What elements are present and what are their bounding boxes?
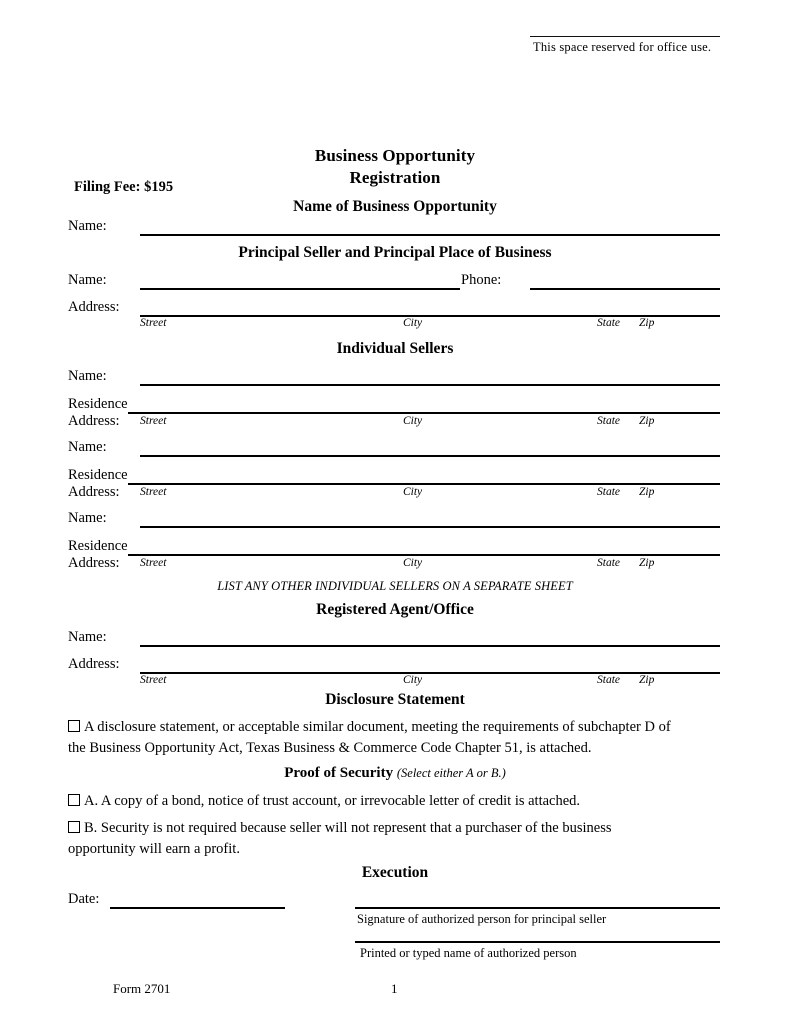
registered-agent-street-label: Street <box>140 674 167 686</box>
individual-seller-2-address-label: Address: <box>68 484 120 500</box>
proof-of-security-option-a-text: A. A copy of a bond, notice of trust account, or irrevocable letter of credit is attached. <box>84 793 581 809</box>
individual-seller-2-city-label: City <box>403 486 423 498</box>
registered-agent-name-label: Name: <box>68 629 107 645</box>
signature-caption: Signature of authorized person for principal seller <box>357 912 607 926</box>
section-heading-principal-seller: Principal Seller and Principal Place of Business <box>238 244 552 261</box>
form-title-line-1: Business Opportunity <box>314 146 476 165</box>
disclosure-statement-checkbox[interactable] <box>68 720 80 732</box>
principal-seller-phone-input[interactable] <box>530 288 720 290</box>
printed-name-input[interactable] <box>355 941 720 943</box>
proof-of-security-option-b-block <box>68 818 723 860</box>
individual-seller-3-name-label: Name: <box>68 510 107 526</box>
individual-seller-1-name-label: Name: <box>68 368 107 384</box>
registered-agent-state-label: State <box>597 674 620 686</box>
individual-seller-3-street-label: Street <box>140 557 167 569</box>
individual-seller-1-name-input[interactable] <box>140 384 720 386</box>
proof-of-security-option-b-text-line-2: opportunity will earn a profit. <box>68 841 240 857</box>
printed-name-caption: Printed or typed name of authorized person <box>360 946 577 960</box>
registered-agent-zip-label: Zip <box>639 674 655 686</box>
individual-seller-1-address-label: Address: <box>68 413 120 429</box>
individual-seller-2-name-label: Name: <box>68 439 107 455</box>
individual-seller-1-street-label: Street <box>140 415 167 427</box>
principal-seller-phone-label: Phone: <box>461 272 502 288</box>
form-title-line-2: Registration <box>349 168 441 187</box>
individual-seller-1-city-label: City <box>403 415 423 427</box>
individual-seller-2-street-label: Street <box>140 486 167 498</box>
section-heading-name-of-business: Name of Business Opportunity <box>293 198 497 215</box>
individual-seller-1-zip-label: Zip <box>639 415 655 427</box>
section-heading-proof-of-security <box>0 765 790 782</box>
proof-of-security-option-a-checkbox[interactable] <box>68 794 80 806</box>
individual-seller-3-state-label: State <box>597 557 620 569</box>
individual-seller-1-residence-label: Residence <box>68 396 128 412</box>
individual-seller-2-residence-label: Residence <box>68 467 128 483</box>
section-heading-execution: Execution <box>361 864 429 881</box>
individual-seller-2-state-label: State <box>597 486 620 498</box>
principal-seller-address-input[interactable] <box>140 315 720 317</box>
execution-date-input[interactable] <box>110 907 285 909</box>
signature-input[interactable] <box>355 907 720 909</box>
individual-seller-3-residence-input[interactable] <box>128 554 720 556</box>
proof-of-security-option-a-block <box>68 791 723 812</box>
individual-seller-1-residence-input[interactable] <box>128 412 720 414</box>
registered-agent-address-input[interactable] <box>140 672 720 674</box>
principal-seller-city-label: City <box>403 317 423 329</box>
disclosure-statement-block <box>68 717 723 759</box>
proof-of-security-heading-note: (Select either A or B.) <box>396 766 506 780</box>
individual-seller-3-zip-label: Zip <box>639 557 655 569</box>
registered-agent-city-label: City <box>403 674 423 686</box>
principal-seller-zip-label: Zip <box>639 317 655 329</box>
proof-of-security-heading-text: Proof of Security <box>284 765 394 781</box>
execution-date-label: Date: <box>68 891 100 907</box>
filing-fee-label: Filing Fee: $195 <box>74 179 174 195</box>
principal-seller-address-label: Address: <box>68 299 120 315</box>
principal-seller-name-label: Name: <box>68 272 107 288</box>
footer-form-number: Form 2701 <box>113 981 171 996</box>
individual-seller-1-state-label: State <box>597 415 620 427</box>
individual-seller-3-name-input[interactable] <box>140 526 720 528</box>
principal-seller-name-input[interactable] <box>140 288 460 290</box>
disclosure-statement-text-line-1: A disclosure statement, or acceptable similar document, meeting the requirements of subchapter D of <box>84 719 671 735</box>
individual-seller-3-address-label: Address: <box>68 555 120 571</box>
principal-seller-state-label: State <box>597 317 620 329</box>
footer-page-number: 1 <box>391 981 398 996</box>
separate-sheet-note: LIST ANY OTHER INDIVIDUAL SELLERS ON A SEPARATE SHEET <box>217 579 573 593</box>
individual-seller-2-residence-input[interactable] <box>128 483 720 485</box>
registered-agent-address-label: Address: <box>68 656 120 672</box>
proof-of-security-option-b-checkbox[interactable] <box>68 821 80 833</box>
registered-agent-name-input[interactable] <box>140 645 720 647</box>
section-heading-registered-agent: Registered Agent/Office <box>316 601 474 618</box>
office-use-rule <box>530 36 720 37</box>
business-name-input[interactable] <box>140 234 720 236</box>
individual-seller-2-zip-label: Zip <box>639 486 655 498</box>
individual-seller-3-city-label: City <box>403 557 423 569</box>
principal-seller-street-label: Street <box>140 317 167 329</box>
office-use-note: This space reserved for office use. <box>533 40 712 54</box>
business-name-label: Name: <box>68 218 107 234</box>
individual-seller-2-name-input[interactable] <box>140 455 720 457</box>
individual-seller-3-residence-label: Residence <box>68 538 128 554</box>
proof-of-security-option-b-text-line-1: B. Security is not required because seller will not represent that a purchaser of the business <box>84 820 612 836</box>
disclosure-statement-text-line-2: the Business Opportunity Act, Texas Business & Commerce Code Chapter 51, is attached. <box>68 740 592 756</box>
section-heading-individual-sellers: Individual Sellers <box>336 340 454 357</box>
section-heading-disclosure-statement: Disclosure Statement <box>325 691 465 708</box>
